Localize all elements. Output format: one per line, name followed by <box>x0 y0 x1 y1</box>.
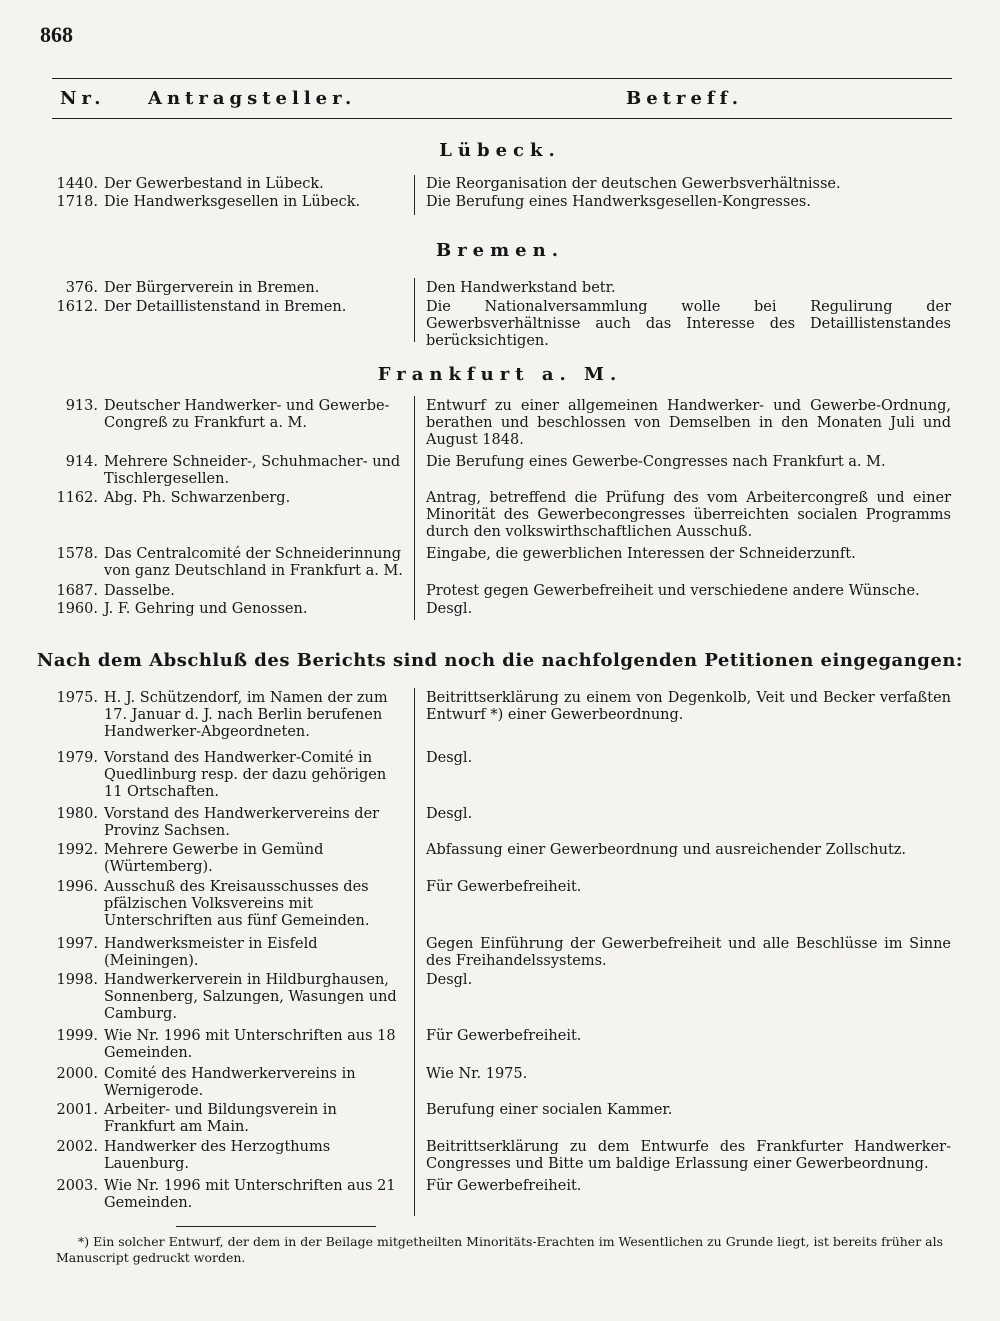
row-betreff: Beitrittserklärung zu einem von Degenkolb, Veit und Becker verfaßten Entwurf *) einer Gewerbeordnung. <box>426 690 951 723</box>
column-divider <box>414 688 415 1216</box>
row-betreff: Für Gewerbefreiheit. <box>426 1028 582 1044</box>
row-betreff: Antrag, betreffend die Prüfung des vom Arbeitercongreß und einer Minorität des Gewerbecongresses überreichten socialen Programms durch den volkswirthschaftlichen Ausschuß. <box>426 490 951 540</box>
section-title-bremen: Bremen. <box>435 240 564 261</box>
row-number: 1998. <box>56 972 98 988</box>
row-betreff: Berufung einer socialen Kammer. <box>426 1102 673 1118</box>
row-number: 1999. <box>56 1028 98 1044</box>
row-antragsteller: Dasselbe. <box>104 583 175 599</box>
row-antragsteller: H. J. Schützendorf, im Namen der zum 17. Januar d. J. nach Berlin berufenen Handwerker-Abgeordneten. <box>104 690 388 740</box>
row-betreff: Protest gegen Gewerbefreiheit und verschiedene andere Wünsche. <box>426 583 920 599</box>
row-betreff: Die Nationalversammlung wolle bei Regulirung der Gewerbsverhältnisse auch das Interesse des Detaillistenstandes berücksichtigen. <box>426 299 951 349</box>
row-betreff: Desgl. <box>426 601 473 617</box>
row-number: 913. <box>65 398 98 414</box>
row-betreff: Für Gewerbefreiheit. <box>426 879 582 895</box>
row-betreff: Entwurf zu einer allgemeinen Handwerker- und Gewerbe-Ordnung, berathen und beschlossen von Demselben in den Monaten Juli und August 1848. <box>426 398 951 448</box>
row-number: 1960. <box>56 601 98 617</box>
row-number: 1440. <box>56 176 98 192</box>
late-petitions-heading: Nach dem Abschluß des Berichts sind noch die nachfolgenden Petitionen eingegangen: <box>36 650 964 671</box>
row-antragsteller: Mehrere Schneider-, Schuhmacher- und Tischlergesellen. <box>104 454 401 487</box>
footnote: *) Ein solcher Entwurf, der dem in der Beilage mitgetheilten Minoritäts-Erachten im Wesentlichen zu Grunde liegt, ist bereits früher als Manuscript gedruckt worden. <box>56 1234 944 1265</box>
row-antragsteller: Mehrere Gewerbe in Gemünd (Würtemberg). <box>104 842 324 875</box>
column-header-nr: Nr. <box>60 88 106 109</box>
row-number: 1979. <box>56 750 98 766</box>
row-antragsteller: Der Gewerbestand in Lübeck. <box>104 176 324 192</box>
row-antragsteller: Handwerkerverein in Hildburghausen, Sonnenberg, Salzungen, Wasungen und Camburg. <box>104 972 397 1022</box>
section-title-luebeck: Lübeck. <box>439 140 561 161</box>
row-betreff: Eingabe, die gewerblichen Interessen der Schneiderzunft. <box>426 546 856 562</box>
row-number: 2001. <box>56 1102 98 1118</box>
row-betreff: Gegen Einführung der Gewerbefreiheit und alle Beschlüsse im Sinne des Freihandelssystems. <box>426 936 951 969</box>
row-number: 2003. <box>56 1178 98 1194</box>
row-antragsteller: Das Centralcomité der Schneiderinnung von ganz Deutschland in Frankfurt a. M. <box>104 546 403 579</box>
header-bottom-rule <box>52 118 952 119</box>
row-antragsteller: Handwerksmeister in Eisfeld (Meiningen). <box>104 936 318 969</box>
row-antragsteller: Ausschuß des Kreisausschusses des pfälzischen Volksvereins mit Unterschriften aus fünf Gemeinden. <box>104 879 370 929</box>
column-header-betreff: Betreff. <box>626 88 744 109</box>
footnote-rule <box>176 1226 376 1227</box>
row-betreff: Die Reorganisation der deutschen Gewerbsverhältnisse. <box>426 176 841 192</box>
row-number: 1578. <box>56 546 98 562</box>
row-antragsteller: Handwerker des Herzogthums Lauenburg. <box>104 1139 331 1172</box>
row-betreff: Abfassung einer Gewerbeordnung und ausreichender Zollschutz. <box>426 842 907 858</box>
row-number: 1975. <box>56 690 98 706</box>
row-antragsteller: Wie Nr. 1996 mit Unterschriften aus 18 Gemeinden. <box>104 1028 396 1061</box>
column-divider <box>414 396 415 620</box>
row-betreff: Desgl. <box>426 972 473 988</box>
row-number: 2002. <box>56 1139 98 1155</box>
row-number: 1162. <box>56 490 98 506</box>
row-number: 1718. <box>56 194 98 210</box>
row-betreff: Für Gewerbefreiheit. <box>426 1178 582 1194</box>
row-antragsteller: Der Detaillistenstand in Bremen. <box>104 299 347 315</box>
row-antragsteller: Abg. Ph. Schwarzenberg. <box>104 490 291 506</box>
row-betreff: Den Handwerkstand betr. <box>426 280 616 296</box>
row-antragsteller: Die Handwerksgesellen in Lübeck. <box>104 194 361 210</box>
row-number: 1992. <box>56 842 98 858</box>
header-top-rule <box>52 78 952 79</box>
row-antragsteller: Deutscher Handwerker- und Gewerbe-Congreß zu Frankfurt a. M. <box>104 398 390 431</box>
row-number: 1687. <box>56 583 98 599</box>
row-betreff: Die Berufung eines Gewerbe-Congresses nach Frankfurt a. M. <box>426 454 886 470</box>
row-betreff: Desgl. <box>426 806 473 822</box>
row-number: 2000. <box>56 1066 98 1082</box>
row-antragsteller: J. F. Gehring und Genossen. <box>104 601 308 617</box>
row-number: 1980. <box>56 806 98 822</box>
page-number: 868 <box>40 22 73 47</box>
row-betreff: Die Berufung eines Handwerksgesellen-Kongresses. <box>426 194 811 210</box>
row-number: 914. <box>65 454 98 470</box>
row-antragsteller: Comité des Handwerkervereins in Wernigerode. <box>104 1066 356 1099</box>
section-title-frankfurt: Frankfurt a. M. <box>377 364 623 385</box>
row-betreff: Wie Nr. 1975. <box>426 1066 528 1082</box>
row-antragsteller: Der Bürgerverein in Bremen. <box>104 280 320 296</box>
row-number: 1997. <box>56 936 98 952</box>
column-header-antragsteller: Antragsteller. <box>148 88 357 109</box>
row-number: 376. <box>65 280 98 296</box>
row-number: 1996. <box>56 879 98 895</box>
row-antragsteller: Vorstand des Handwerker-Comité in Quedlinburg resp. der dazu gehörigen 11 Ortschaften. <box>104 750 387 800</box>
row-antragsteller: Arbeiter- und Bildungsverein in Frankfurt am Main. <box>104 1102 337 1135</box>
row-antragsteller: Vorstand des Handwerkervereins der Provinz Sachsen. <box>104 806 380 839</box>
row-betreff: Desgl. <box>426 750 473 766</box>
row-number: 1612. <box>56 299 98 315</box>
row-antragsteller: Wie Nr. 1996 mit Unterschriften aus 21 Gemeinden. <box>104 1178 396 1211</box>
column-divider <box>414 278 415 342</box>
row-betreff: Beitrittserklärung zu dem Entwurfe des Frankfurter Handwerker-Congresses und Bitte um baldige Erlassung einer Gewerbeordnung. <box>426 1139 951 1172</box>
column-divider <box>414 175 415 215</box>
